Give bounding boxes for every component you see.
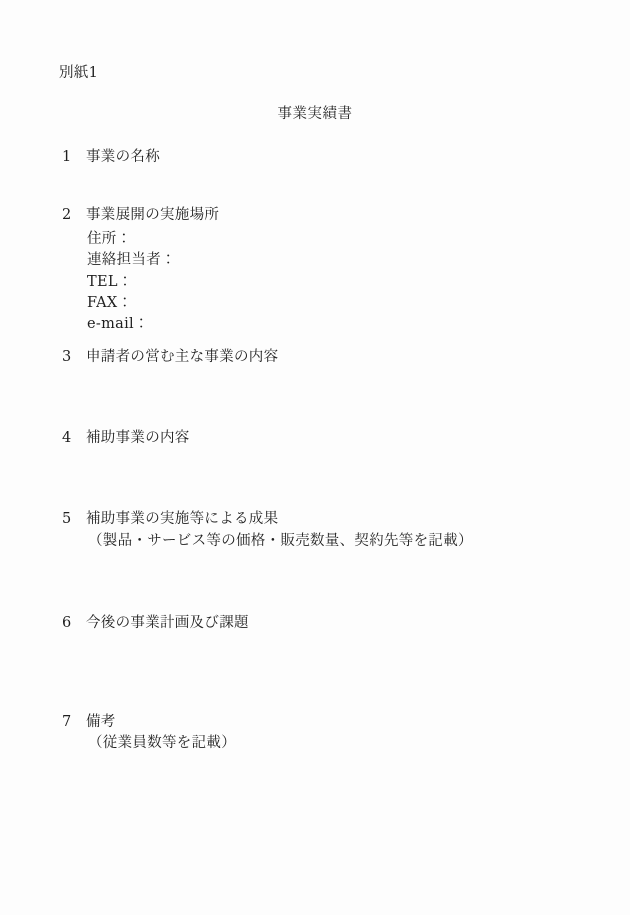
section-5-results	[62, 511, 278, 528]
section-number: 2	[62, 207, 72, 223]
section-number: 7	[62, 714, 72, 730]
section-number: 1	[62, 149, 72, 165]
section-heading: 備考	[86, 714, 116, 730]
section-heading: 事業の名称	[86, 149, 160, 165]
section-1-business-name	[62, 149, 160, 166]
field-label-fax: FAX：	[87, 295, 133, 311]
section-heading: 事業展開の実施場所	[86, 207, 220, 223]
section-6-future-plan	[62, 615, 249, 632]
section-7-note: （従業員数等を記載）	[88, 735, 236, 751]
section-number: 5	[62, 511, 72, 527]
section-7-remarks	[62, 714, 116, 731]
section-number: 3	[62, 349, 72, 365]
field-label-tel: TEL：	[87, 274, 133, 290]
field-label-contact-person: 連絡担当者：	[87, 252, 176, 268]
section-number: 6	[62, 615, 72, 631]
section-heading: 補助事業の内容	[86, 430, 190, 446]
section-heading: 申請者の営む主な事業の内容	[86, 349, 279, 365]
section-heading: 今後の事業計画及び課題	[86, 615, 249, 631]
section-2-implementation-location	[62, 207, 219, 224]
section-3-main-business	[62, 349, 278, 366]
section-4-subsidized-project	[62, 430, 190, 447]
attachment-label: 別紙1	[59, 65, 99, 81]
section-number: 4	[62, 430, 72, 446]
document-title: 事業実績書	[277, 106, 353, 122]
section-5-note: （製品・サービス等の価格・販売数量、契約先等を記載）	[88, 533, 473, 549]
section-heading: 補助事業の実施等による成果	[86, 511, 279, 527]
field-label-email: e-mail：	[87, 316, 149, 332]
field-label-address: 住所：	[87, 231, 132, 247]
